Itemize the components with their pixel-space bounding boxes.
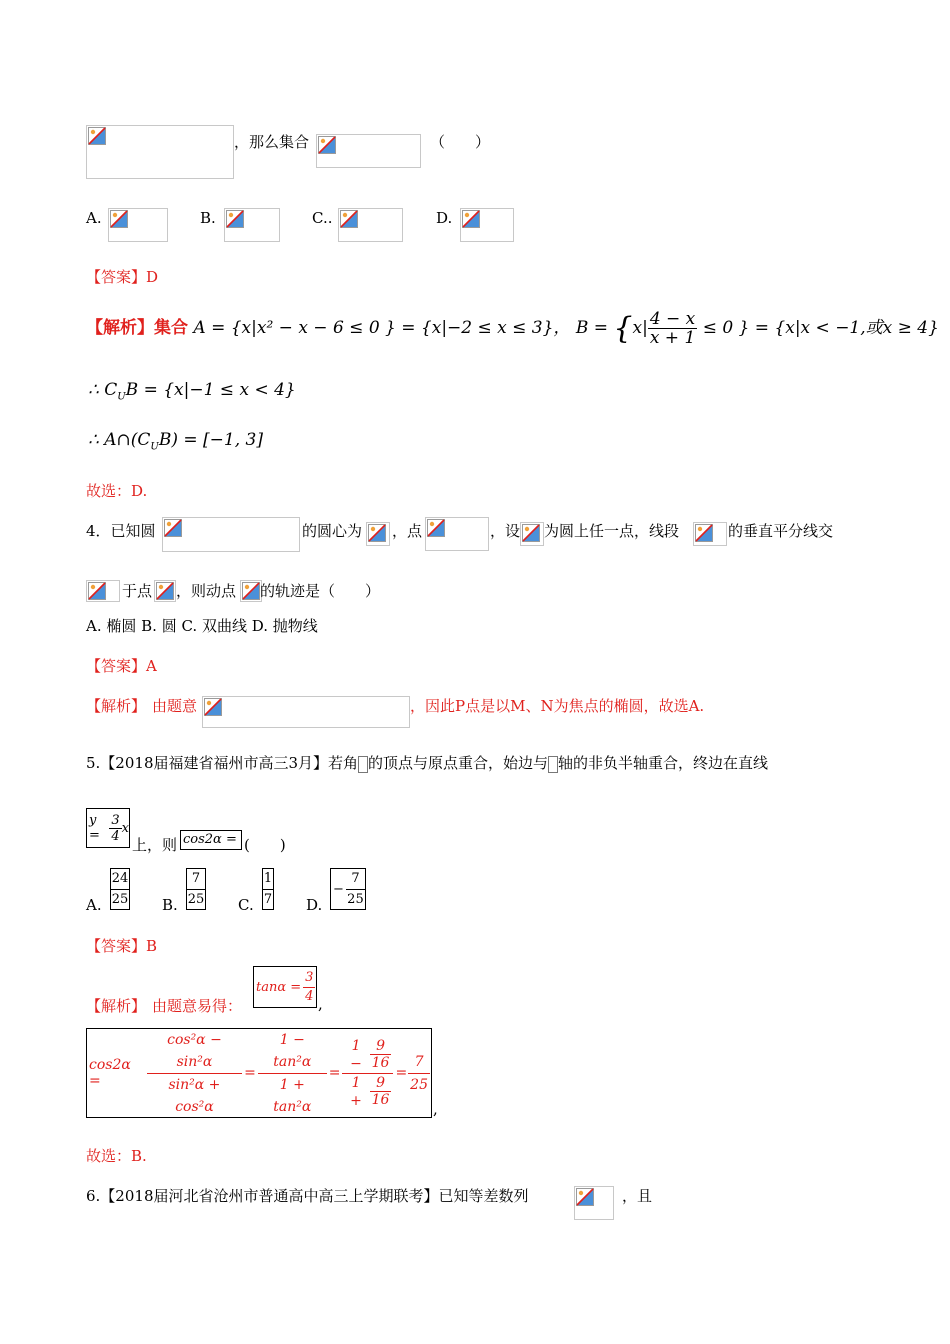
- broken-image-icon: [340, 210, 358, 228]
- inner-fraction: [370, 1038, 392, 1071]
- q5-analysis: 由题意易得：: [152, 997, 243, 1015]
- fraction-numerator: 1: [263, 869, 273, 890]
- comma: ,: [318, 995, 323, 1013]
- fraction-denominator: sin²α + cos²α: [168, 1076, 221, 1115]
- derivation-frac-2: [258, 1029, 327, 1118]
- broken-image-icon: [204, 698, 222, 716]
- derivation-result: [408, 1051, 430, 1096]
- fraction-denominator: 25: [111, 892, 129, 907]
- broken-image-icon: [156, 582, 174, 600]
- q5-text: 上，则: [132, 836, 178, 854]
- q3-opt-b: B.: [200, 209, 216, 227]
- formula-image: [224, 208, 280, 242]
- intersection-lhs: ∴ A∩(C: [88, 430, 151, 450]
- q6-text: ，且: [622, 1187, 653, 1205]
- q5-stem: [86, 752, 768, 773]
- complement-result: B = {x|−1 ≤ x < 4}: [125, 380, 296, 400]
- q4-analysis: 由题意: [152, 697, 198, 715]
- fraction-numerator: cos²α − sin²α: [147, 1029, 242, 1074]
- q3-answer: 【答案】D: [86, 268, 159, 286]
- q5-text: 的顶点与原点重合，始边与: [368, 754, 549, 772]
- formula-image: [425, 517, 489, 551]
- q4-analysis-tag: 【解析】: [86, 697, 147, 715]
- formula-image: [162, 517, 300, 552]
- fraction-denominator: 1 + tan²α: [273, 1076, 312, 1115]
- eq-lhs: y =: [89, 813, 100, 843]
- broken-image-icon: [462, 210, 480, 228]
- q4-text: ，则动点: [176, 582, 237, 600]
- fraction-numerator: 1 − tan²α: [258, 1029, 327, 1074]
- q4-text: 的圆心为: [302, 522, 363, 540]
- broken-image-icon: [522, 524, 540, 542]
- formula-image: [108, 208, 168, 242]
- broken-image-icon: [226, 210, 244, 228]
- opt-b-fraction: [186, 868, 206, 910]
- fraction-denominator: 25: [410, 1076, 428, 1093]
- derivation-frac-1: [147, 1029, 242, 1118]
- brace-open: {: [613, 311, 633, 346]
- set-a: A = {x|x² − x − 6 ≤ 0 } = {x|−2 ≤ x ≤ 3}，: [193, 318, 571, 338]
- line-equation-box: [86, 808, 130, 848]
- broken-image-icon: [695, 524, 713, 542]
- formula-image: [86, 580, 120, 602]
- analysis-lead: 集合: [154, 318, 188, 338]
- tan-fraction: [303, 969, 315, 1006]
- q3-analysis-line1: [86, 310, 939, 347]
- fraction-numerator: 4 − x: [649, 309, 696, 329]
- q4-text: 的垂直平分线交: [728, 522, 834, 540]
- fraction-denominator: 4: [305, 988, 314, 1004]
- fraction-numerator: 3: [303, 969, 315, 988]
- fraction-denominator: 16: [371, 1092, 390, 1108]
- q5-opt-c: C.: [238, 896, 254, 914]
- q5-analysis-tag: 【解析】: [86, 997, 147, 1015]
- derivation-frac-3: [342, 1037, 393, 1110]
- q3-opt-c: C..: [312, 209, 333, 227]
- universal-subscript: U: [150, 441, 159, 453]
- q5-answer: 【答案】B: [86, 937, 158, 955]
- intersection-result: B) = [−1, 3]: [158, 430, 263, 450]
- fraction: [346, 869, 365, 910]
- q5-text: 轴的非负半轴重合，终边在直线: [558, 754, 769, 772]
- broken-image-icon: [88, 127, 106, 145]
- fraction-numerator: 3: [111, 812, 120, 828]
- q4-text: 于点: [122, 582, 153, 600]
- q5-opt-d: D.: [306, 896, 323, 914]
- formula-image: [574, 1186, 614, 1220]
- derivation-lhs: cos2α =: [89, 1057, 131, 1089]
- tan-box: [253, 966, 317, 1008]
- q4-analysis: ，因此P点是以M、N为焦点的椭圆，故选A.: [410, 697, 705, 715]
- fraction-numerator: 24: [111, 869, 129, 890]
- fraction-numerator: 7: [346, 869, 365, 890]
- broken-image-icon: [368, 524, 386, 542]
- opt-a-fraction: [110, 868, 130, 910]
- formula-image: [86, 125, 234, 179]
- set-b-fraction: [648, 310, 697, 347]
- q3-analysis-line3: [88, 430, 263, 452]
- q4-text: ，点: [392, 522, 423, 540]
- equals: =: [395, 1065, 408, 1081]
- q5-opt-a: A.: [86, 896, 102, 914]
- opt-c-fraction: [262, 868, 274, 910]
- formula-image: [338, 208, 403, 242]
- q3-tail: ，那么集合: [234, 133, 310, 151]
- fraction-denominator: 4: [111, 828, 120, 844]
- numerator-lead: 1 −: [350, 1037, 362, 1072]
- q4-text: ，设: [490, 522, 521, 540]
- q3-opt-a: A.: [86, 209, 102, 227]
- set-b-rhs: ≤ 0 } = {x|x < −1,或x ≥ 4}: [702, 318, 939, 338]
- eq-var: x: [121, 820, 129, 836]
- broken-image-icon: [110, 210, 128, 228]
- q4-options: A. 椭圆 B. 圆 C. 双曲线 D. 抛物线: [86, 617, 318, 635]
- q3-opt-d: D.: [436, 209, 453, 227]
- q5-source: 5.【2018届福建省福州市高三3月】若角: [86, 754, 359, 772]
- broken-image-icon: [164, 519, 182, 537]
- fraction-numerator: 9: [370, 1038, 392, 1055]
- q3-paren: （ ）: [430, 133, 491, 151]
- formula-image: [316, 134, 421, 168]
- equals: =: [244, 1065, 256, 1081]
- alpha-glyph-box: [358, 756, 368, 773]
- fraction-denominator: 25: [347, 891, 364, 907]
- formula-image: [154, 580, 176, 602]
- q4-text: 为圆上任一点，线段: [544, 522, 680, 540]
- q4-answer: 【答案】A: [86, 657, 157, 675]
- q5-opt-b: B.: [162, 896, 178, 914]
- broken-image-icon: [576, 1188, 594, 1206]
- comma: ,: [433, 1100, 438, 1118]
- compound-numerator: [342, 1037, 393, 1074]
- fraction-denominator: x + 1: [649, 328, 696, 348]
- set-b-lhs: B =: [575, 318, 608, 338]
- q3-analysis-line2: [88, 380, 296, 402]
- fraction-denominator: 16: [371, 1055, 390, 1071]
- fraction-numerator: 7: [408, 1051, 430, 1074]
- broken-image-icon: [318, 136, 336, 154]
- formula-image: [693, 522, 727, 546]
- q6-stem: 6.【2018届河北省沧州市普通高中高三上学期联考】已知等差数列: [86, 1187, 529, 1205]
- q5-conclusion: 故选：B.: [86, 1147, 147, 1165]
- equals: =: [328, 1065, 341, 1081]
- q3-conclusion: 故选：D.: [86, 482, 148, 500]
- formula-image: [460, 208, 514, 242]
- analysis-tag: 【解析】: [86, 318, 154, 338]
- cos-expression: cos2α =: [183, 832, 237, 847]
- q5-paren: ( ): [244, 836, 286, 854]
- fraction-denominator: 25: [187, 892, 205, 907]
- broken-image-icon: [242, 582, 260, 600]
- x-glyph-box: [548, 756, 558, 773]
- fraction-numerator: 7: [187, 869, 205, 890]
- eq-fraction: [109, 813, 121, 844]
- broken-image-icon: [427, 519, 445, 537]
- set-b-var: x|: [632, 318, 648, 338]
- universal-subscript: U: [117, 391, 126, 403]
- fraction-numerator: 9: [370, 1075, 392, 1092]
- inner-fraction: [370, 1075, 392, 1108]
- denominator-lead: 1 +: [350, 1074, 362, 1109]
- formula-image: [202, 696, 410, 728]
- tan-lhs: tanα =: [256, 979, 302, 995]
- cos-box: [180, 830, 242, 850]
- fraction-denominator: 7: [263, 892, 273, 907]
- q4-text: 的轨迹是（ ）: [260, 582, 381, 600]
- q4-text: 4．已知圆: [86, 522, 156, 540]
- broken-image-icon: [88, 582, 106, 600]
- formula-image: [366, 522, 390, 546]
- cos2a-derivation-box: [86, 1028, 432, 1118]
- opt-d-fraction: [330, 868, 366, 910]
- formula-image: [240, 580, 262, 602]
- minus-sign: −: [333, 881, 344, 897]
- compound-denominator: [342, 1074, 393, 1110]
- formula-image: [520, 522, 544, 546]
- therefore-complement: ∴ C: [88, 380, 118, 400]
